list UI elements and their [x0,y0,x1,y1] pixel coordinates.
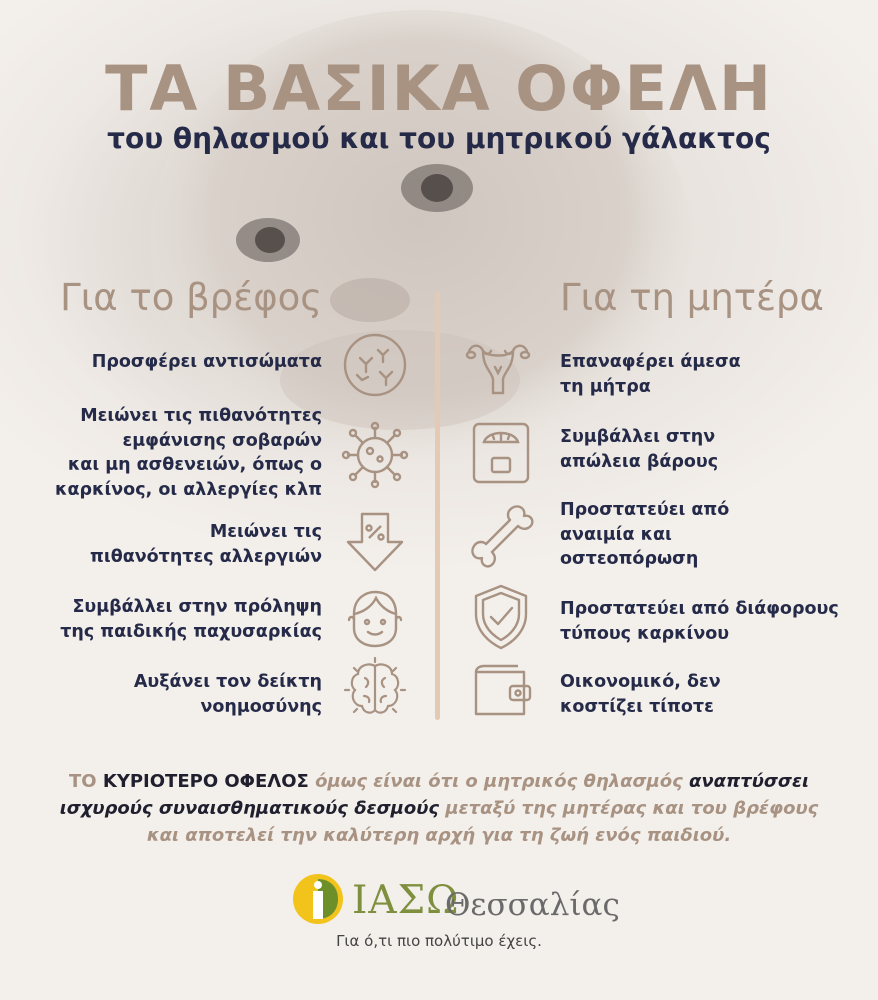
footer-text-run: ΤΟ [69,771,103,792]
brand-slogan: Για ό,τι πιο πολύτιμο έχεις. [336,932,542,950]
footer-text-run: όμως είναι ότι ο μητρικός θηλασμός [308,771,690,792]
benefit-line: νοημοσύνης [200,696,322,717]
brain-icon [340,654,410,724]
baby-benefit-antibodies [92,350,322,375]
footer-text-run: μεταξύ της μητέρας και του βρέφους [439,798,819,819]
shield-check-icon [466,582,536,652]
footer-line-2 [20,795,858,822]
footer-line-1 [20,768,858,795]
benefit-line: πιθανότητες αλλεργιών [90,546,322,567]
benefit-line: Επαναφέρει άμεσα [560,352,741,372]
footer-highlight: ΚΥΡΙΟΤΕΡΟ ΟΦΕΛΟΣ [102,771,309,792]
brand-name: ΙΑΣΩ [352,878,460,923]
footer-highlight: αναπτύσσει [689,771,809,792]
main-subtitle: του θηλασμού και του μητρικού γάλακτος [107,122,771,155]
column-divider [435,292,440,720]
iaso-logo-icon [292,873,344,925]
main-title: ΤΑ ΒΑΣΙΚΑ ΟΦΕΛΗ [105,52,773,125]
scale-icon [466,418,536,488]
mother-benefit-anemia [560,498,729,572]
benefit-line: τη μήτρα [560,376,651,397]
benefit-line: τύπους καρκίνου [560,623,730,644]
benefit-line: Συμβάλλει στην [560,427,716,447]
key-benefit-paragraph [20,768,858,849]
benefit-line: εμφάνισης σοβαρών [122,430,322,451]
benefit-line: Προσφέρει αντισώματα [91,352,322,372]
mother-column-heading: Για τη μητέρα [560,276,824,319]
mother-benefit-economic [560,670,721,719]
antibody-icon [340,330,410,400]
benefit-line: κοστίζει τίποτε [560,696,714,717]
footer-line-3: και αποτελεί την καλύτερη αρχή για τη ζωή ενός παιδιού. [146,825,732,846]
mother-benefit-uterus [560,350,741,399]
benefit-line: Συμβάλλει στην πρόληψη [72,597,322,617]
baby-benefit-obesity [60,595,322,644]
benefit-line: καρκίνος, οι αλλεργίες κλπ [55,479,322,500]
uterus-icon [463,333,533,403]
benefit-line: Αυξάνει τον δείκτη [133,672,322,692]
brand-city: Θεσσαλίας [445,887,620,923]
benefit-line: της παιδικής παχυσαρκίας [60,621,322,642]
benefit-line: Μειώνει τις πιθανότητες [80,406,322,426]
virus-icon [340,420,410,490]
baby-benefit-allergies [90,520,322,569]
baby-benefit-iq [134,670,322,719]
child-face-icon [340,584,410,654]
benefit-line: και μη ασθενειών, όπως ο [67,455,322,475]
baby-benefit-diseases [55,404,322,502]
benefit-line: αναιμία και [560,524,672,545]
mother-benefit-weight [560,425,718,474]
percent-down-arrow-icon [340,508,410,578]
benefit-line: Προστατεύει από [560,500,730,520]
mother-benefit-cancer [560,597,839,646]
wallet-icon [466,658,536,728]
benefit-line: απώλεια βάρους [560,451,719,472]
benefit-line: Οικονομικό, δεν [560,672,721,692]
bone-icon [466,500,536,570]
benefit-line: Μειώνει τις [209,522,322,542]
benefit-line: οστεοπόρωση [560,549,699,569]
benefit-line: Προστατεύει από διάφορους [560,599,839,619]
footer-highlight: ισχυρούς συναισθηματικούς δεσμούς [59,798,440,819]
baby-column-heading: Για το βρέφος [60,276,322,319]
